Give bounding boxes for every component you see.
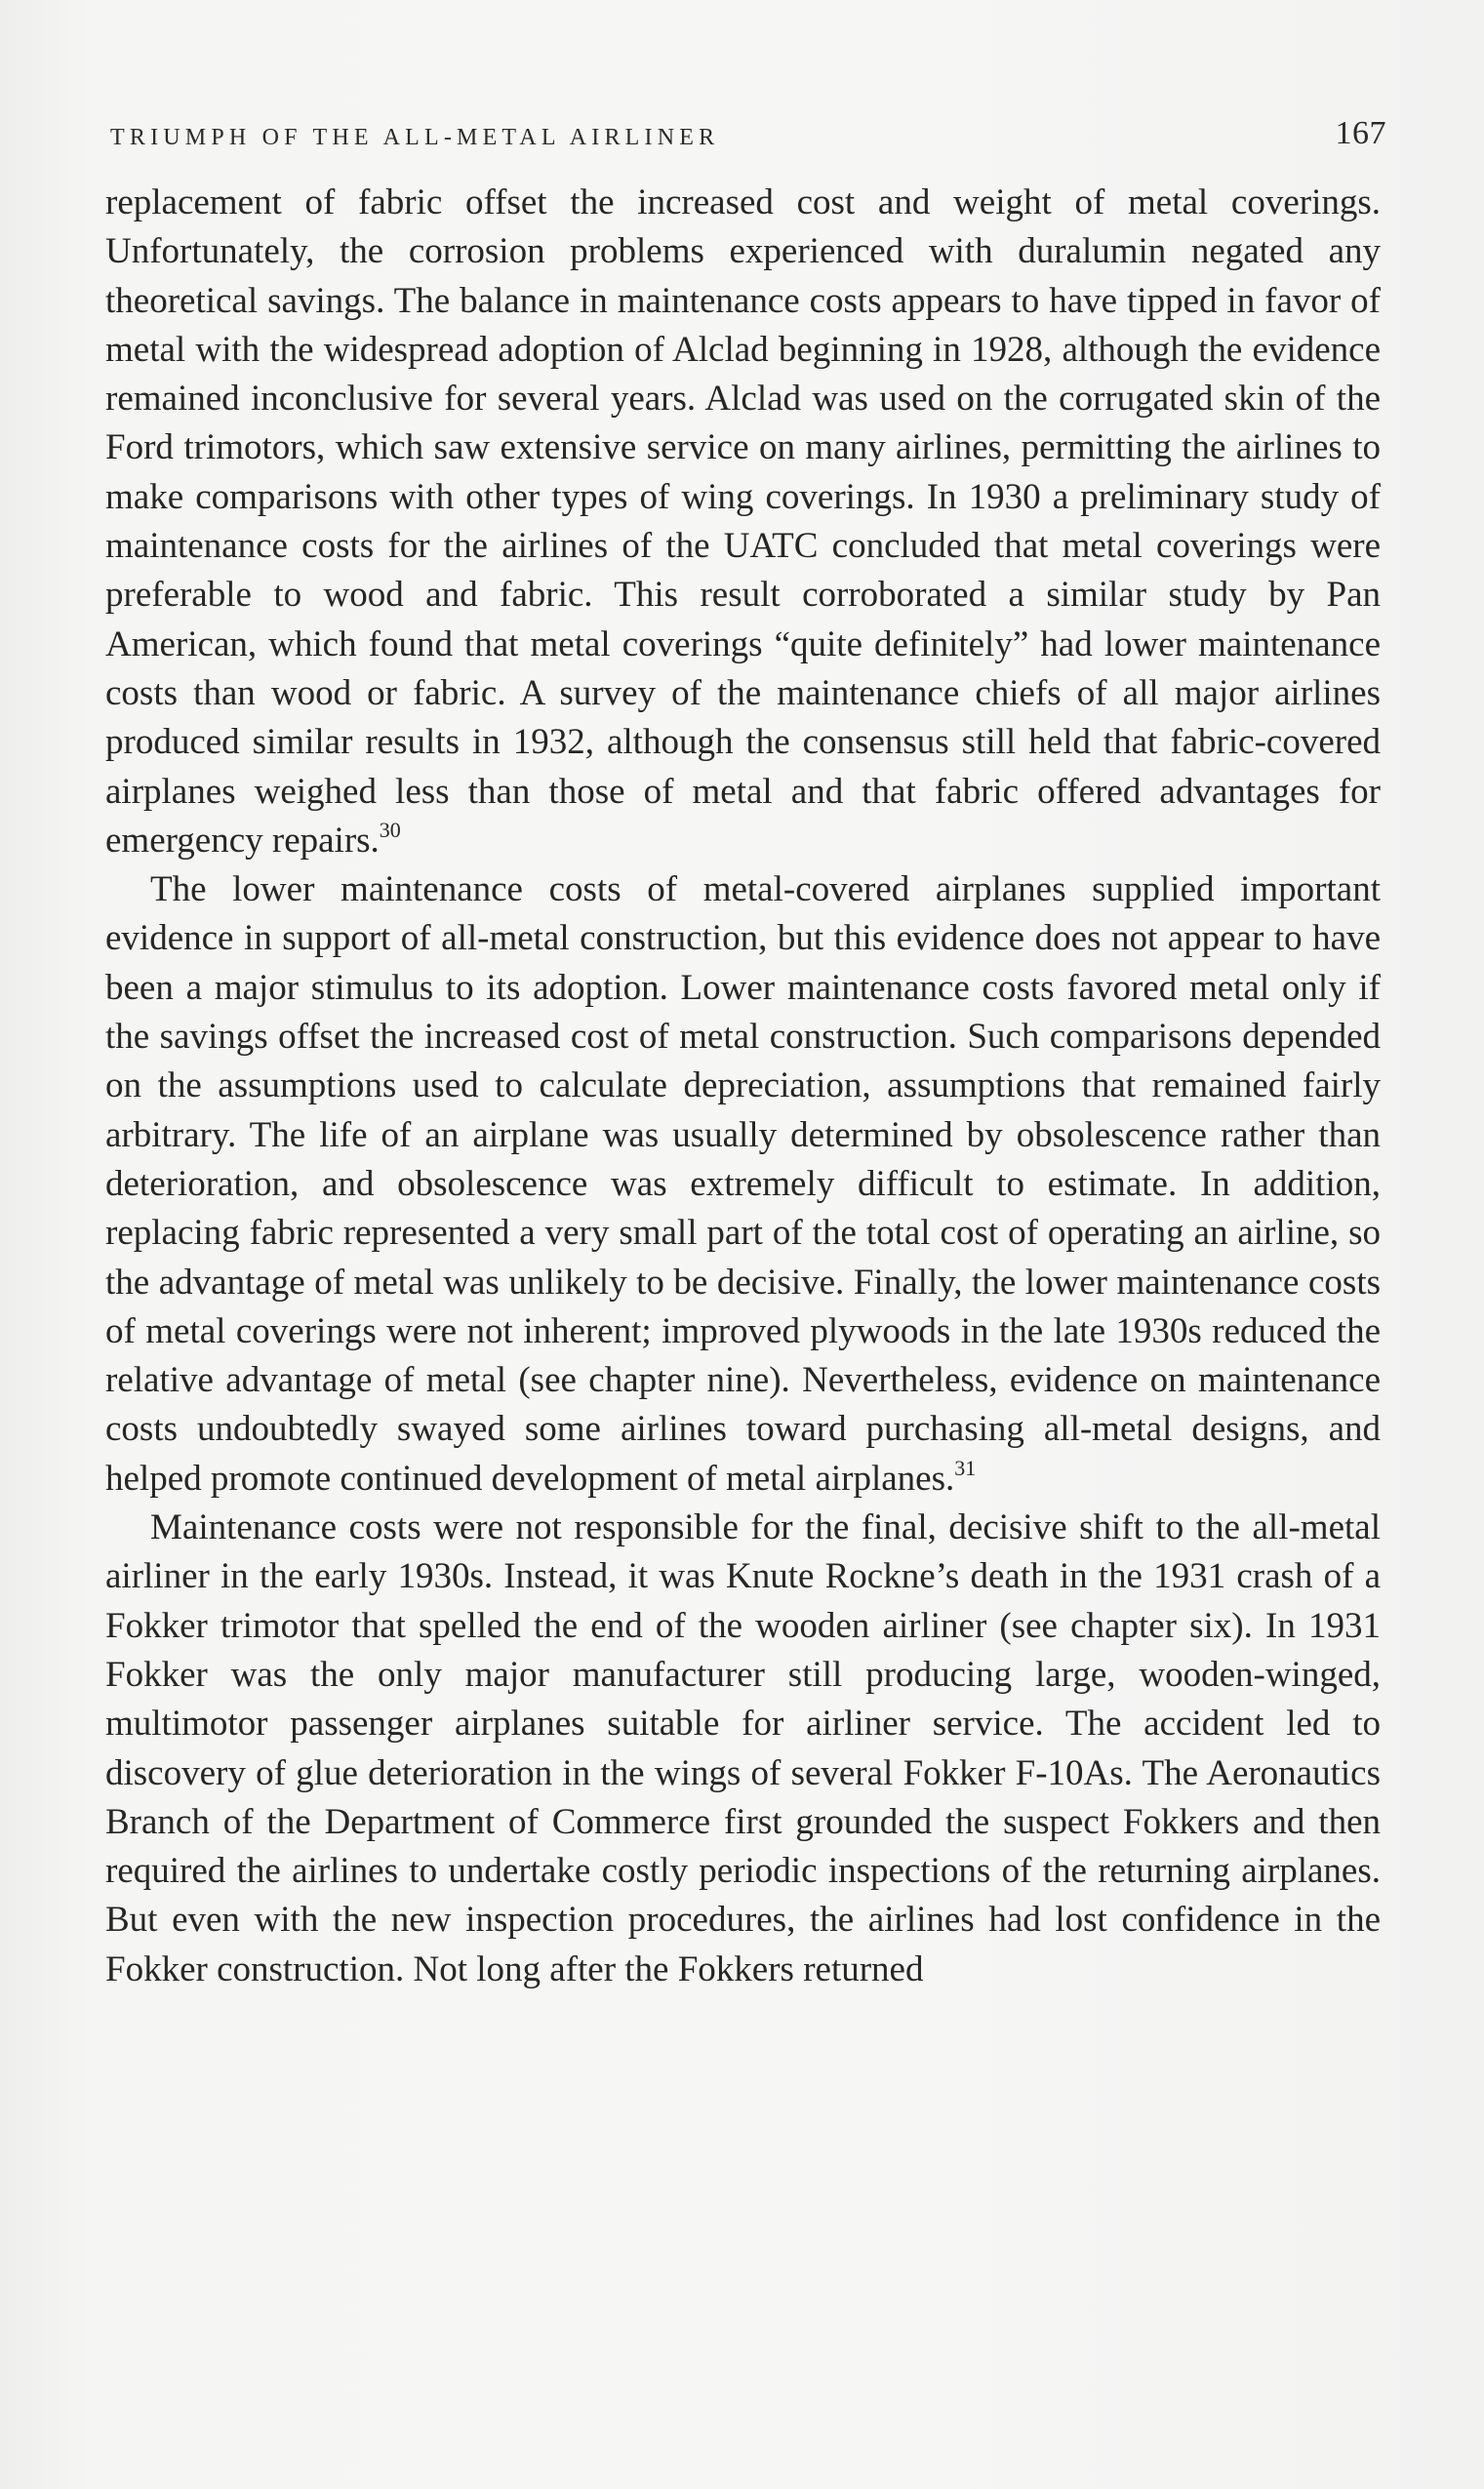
paragraph (105, 865, 1381, 1504)
footnote-marker: 31 (954, 1455, 977, 1480)
paragraph-text: The lower maintenance costs of metal-covered airplanes supplied important evidence in support of all-metal construction, but this evidence does not appear to have been a major stimulus to its adoption. Lower maintenance costs favored metal only if the savings offset the increased cost of metal construction. Such comparisons depended on the assumptions used to calculate depreciation, assumptions that remained fairly arbitrary. The life of an airplane was usually determined by obsolescence rather than deterioration, and obsolescence was extremely difficult to estimate. In addition, replacing fabric represented a very small part of the total cost of operating an airline, so the advantage of metal was unlikely to be decisive. Finally, the lower maintenance costs of metal coverings were not inherent; improved plywoods in the late 1930s reduced the relative advantage of metal (see chapter nine). Nevertheless, evidence on maintenance costs undoubtedly swayed some airlines toward purchasing all-metal designs, and helped promote continued development of metal airplanes. (105, 869, 1381, 1499)
running-head (110, 115, 1386, 162)
running-title: TRIUMPH OF THE ALL-METAL AIRLINER (110, 125, 720, 150)
page-number: 167 (1335, 115, 1386, 151)
body-text (105, 179, 1381, 1994)
paragraph (105, 179, 1381, 865)
paragraph-text: replacement of fabric offset the increased cost and weight of metal coverings. Unfortunately, the corrosion problems experienced with duralumin negated any theoretical savings. The balance in maintenance costs appears to have tipped in favor of metal with the widespread adoption of Alclad beginning in 1928, although the evidence remained inconclusive for several years. Alclad was used on the corrugated skin of the Ford trimotors, which saw extensive service on many airlines, permitting the airlines to make comparisons with other types of wing coverings. In 1930 a preliminary study of maintenance costs for the airlines of the UATC concluded that metal coverings were preferable to wood and fabric. This result corroborated a similar study by Pan American, which found that metal coverings “quite definitely” had lower maintenance costs than wood or fabric. A survey of the maintenance chiefs of all major airlines produced similar results in 1932, although the consensus still held that fabric-covered airplanes weighed less than those of metal and that fabric offered advantages for emergency repairs. (105, 182, 1381, 861)
paragraph-text: Maintenance costs were not responsible for the final, decisive shift to the all-metal airliner in the early 1930s. Instead, it was Knute Rockne’s death in the 1931 crash of a Fokker trimotor that spelled the end of the wooden airliner (see chapter six). In 1931 Fokker was the only major manufacturer still producing large, wooden-winged, multimotor passenger airplanes suitable for airliner service. The accident led to discovery of glue deterioration in the wings of several Fokker F-10As. The Aeronautics Branch of the Department of Commerce first grounded the suspect Fokkers and then required the airlines to undertake costly periodic inspections of the returning airplanes. But even with the new inspection procedures, the airlines had lost confidence in the Fokker construction. Not long after the Fokkers returned (105, 1507, 1381, 1989)
paragraph (105, 1504, 1381, 1994)
footnote-marker: 30 (379, 817, 401, 842)
